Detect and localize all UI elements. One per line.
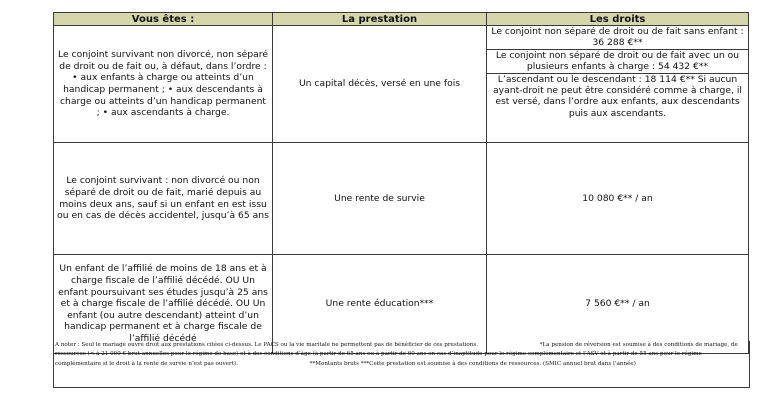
who-text: Le conjoint survivant non divorcé, non séparé de droit ou de fait ou, à défaut, dans l’ordre : • aux enfants à charge ou atteints d’un handicap permanent ; • aux descendants à charge ou atteints d’un handicap permanent ; • aux ascendants à charge.: [58, 49, 268, 119]
footnote: [53, 341, 750, 388]
header-vous-etes: Vous êtes :: [54, 13, 273, 26]
table-row: [54, 255, 749, 354]
droit-item: 10 080 €** / an: [582, 192, 653, 204]
who-text: Un enfant de l’affilié de moins de 18 ans et à charge fiscale de l’affilié décédé. OU Un enfant poursuivant ses études jusqu’à 25 ans et à charge fiscale de l’affilié décédé. OU Un enfant (ou autre descendant) atteint d’un handicap permanent et à charge fiscale de l’affilié décédé: [58, 263, 268, 344]
droits-cell: [487, 26, 749, 143]
who-cell: [54, 255, 273, 354]
prestation-text: Une rente éducation***: [325, 298, 434, 310]
footnote-note: A noter : Seul le mariage ouvre droit aux prestations citées ci-dessus. Le PACS ou la vie maritale ne permettent pas de bénéficier de ces prestations.: [55, 342, 478, 348]
who-cell: [54, 143, 273, 255]
who-text: Le conjoint survivant : non divorcé ou non séparé de droit ou de fait, marié depuis au moins deux ans, sauf si un enfant en est issu ou en cas de décès accidentel, jusqu’à 65 ans: [57, 175, 269, 222]
prestation-text: Un capital décès, versé en une fois: [298, 78, 461, 90]
droit-item: 7 560 €** / an: [585, 298, 650, 310]
table-row: [54, 26, 749, 143]
footnote-montants: **Montants bruts ***Cette prestation est soumise à des conditions de ressources. (SMIC annuel brut dans l’année): [309, 360, 636, 367]
table-header-row: [54, 13, 749, 26]
prestation-cell: [273, 26, 487, 143]
droits-cell: [487, 255, 749, 354]
prestation-cell: [273, 143, 487, 255]
droits-cell: [487, 143, 749, 255]
droit-item: Le conjoint non séparé de droit ou de fait avec un ou plusieurs enfants à charge : 54 432 €**: [487, 50, 748, 74]
table-row: [54, 143, 749, 255]
who-cell: [54, 26, 273, 143]
droit-item: L’ascendant ou le descendant : 18 114 €** Si aucun ayant-droit ne peut être considéré comme à charge, il est versé, dans l’ordre aux enfants, aux descendants puis aux ascendants.: [493, 73, 742, 119]
header-droits: Les droits: [487, 13, 749, 26]
prestation-text: Une rente de survie: [334, 192, 425, 204]
footnote-reversion: *La pension de réversion est soumise à des conditions de mariage, de ressources (< à 21 000 € brut annuelles pour le régime de base) et à des conditions d’âge (à partir de 65 ans ou à partir de 60 ans en cas d’inaptitude pour le régime complémentaire et l’ASV et à partir de 55 ans pour le régime complémentaire si le droit à la rente de survie n’est pas ouvert).: [55, 342, 738, 367]
prestation-cell: [273, 255, 487, 354]
header-prestation: La prestation: [273, 13, 487, 26]
droit-item: Le conjoint non séparé de droit ou de fait sans enfant : 36 288 €**: [487, 26, 748, 50]
benefits-table: [53, 12, 749, 354]
